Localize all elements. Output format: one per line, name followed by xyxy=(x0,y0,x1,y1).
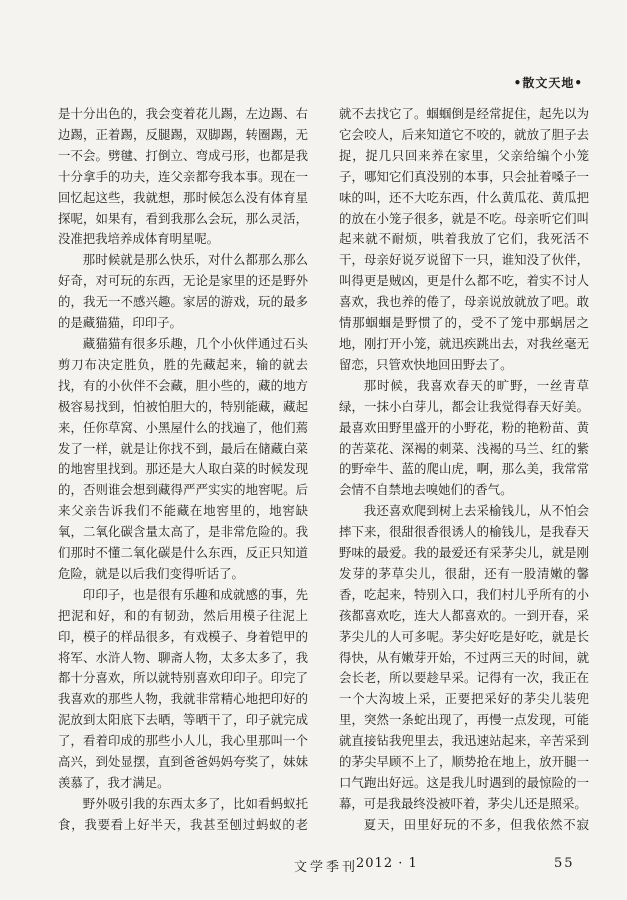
page-number: 55 xyxy=(554,856,575,871)
right-column xyxy=(339,104,589,834)
section-header: •散文天地• xyxy=(513,76,583,90)
paragraph: 就不去找它了。蝈蝈倒是经常捉住，起先以为它会咬人，后来知道它不咬的，就放了胆子去捉，捉几只回来养在家里，父亲给编个小笼子，哪知它们真没别的本事，只会扯着嗓子一味的叫，还不大吃东西，什么黄瓜花、黄瓜把的放在小笼子很多，就是不吃。母亲听它们叫起来就不耐烦，哄着我放了它们，我死活不干，母亲好说歹说留下一只，谁知没了伙伴，叫得更是贼凶，更是什么都不吃，着实不讨人喜欢，我也养的倦了，母亲说放就放了吧。敢情那蝈蝈是野惯了的，受不了笼中那蜗居之地，刚打开小笼，就迅疾跳出去，对我丝毫无留恋，只管欢快地回田野去了。 xyxy=(339,106,589,372)
page-footer xyxy=(0,856,627,876)
paragraph: 野外吸引我的东西太多了，比如看蚂蚁托食，我要看上好半天，我甚至刨过蚂蚁的老 xyxy=(58,795,308,832)
paragraph: 夏天，田里好玩的不多，但我依然不寂 xyxy=(363,816,589,832)
paragraph: 藏猫猫有很多乐趣，几个小伙伴通过石头剪刀布决定胜负，胜的先藏起来，输的就去找，有的小伙伴不会藏，胆小些的，藏的地方极容易找到，怕被怕胆大的，特别能藏，藏起来，任你草窝、小黑屋什么的找遍了，他们蔫发了一样，就是让你找不到，最后在储藏白菜的地窖里找到。那还是大人取白菜的时候发现的，否则谁会想到藏得严严实实的地窖呢。后来父亲告诉我们不能藏在地窖里的，地窖缺氧，二氧化碳含量太高了，是非常危险的。我们那时不懂二氧化碳是什么东西，反正只知道危险，就是以后我们变得听话了。 xyxy=(58,335,308,581)
paragraph: 是十分出色的，我会变着花儿踢，左边踢、右边踢，正着踢，反腿踢，双脚踢，转圈踢，无一不会。劈毽、打倒立、弯成弓形，也都是我十分拿手的功夫，连父亲都夸我本事。现在一回忆起这些，我就想，那时候怎么没有体育星探呢，如果有，看到我那么会玩，那么灵活，没准把我培养成体育明星呢。 xyxy=(58,106,308,247)
paragraph: 那时候，我喜欢春天的旷野，一丝青草绿，一抹小白芽儿，都会让我觉得春天好美。最喜欢田野里盛开的小野花，粉的艳粉苗、黄的苦菜花、深褐的刺菜、浅褐的马兰、红的紫的野牵牛、蓝的爬山虎，啊，那么美，我常常会情不自禁地去嗅她们的香气。 xyxy=(339,377,589,498)
paragraph: 印印子，也是很有乐趣和成就感的事，先把泥和好，和的有韧劲，然后用模子往泥上印，模子的样品很多，有戏模子、身着铠甲的将军、水浒人物、聊斋人物，太多太多了，我都十分喜欢，所以就特别喜欢印印子。印完了我喜欢的那些人物，我就非常精心地把印好的泥放到太阳底下去晒，等晒干了，印子就完成了，看着印成的那些小人儿，我心里那叫一个高兴，到处显摆，直到爸爸妈妈夸奖了，妹妹羡慕了，我才满足。 xyxy=(58,586,308,790)
paragraph: 我还喜欢爬到树上去采榆钱儿，从不怕会摔下来，很甜很香很诱人的榆钱儿，是我春天野味的最爱。我的最爱还有采茅尖儿，就是刚发芽的茅草尖儿，很甜，还有一股清嫩的馨香，吃起来，特别入口，我们村儿乎所有的小孩都喜欢吃，连大人都喜欢的。一到开春，采茅尖儿的人可多呢。茅尖好吃是好吃，就是长得快，从有嫩芽开始，不过两三天的时间，就会长老，所以要趁早采。记得有一次，我正在一个大沟坡上采，正要把采好的茅尖儿装兜里，突然一条蛇出现了，再慢一点发现，可能就直接钻我兜里去，我迅速站起来，辛苦采到的茅尖早顾不上了，顺势抢在地上，放开腿一口气跑出好远。这是我儿时遇到的最惊险的一幕，可是我最终没被吓着，茅尖儿还是照采。 xyxy=(339,503,589,811)
left-column xyxy=(58,104,308,834)
journal-title: 文学季刊 xyxy=(294,860,359,875)
paragraph: 那时候就是那么快乐，对什么都那么那么好奇，对可玩的东西，无论是家里的还是野外的，我无一不感兴趣。家居的游戏，玩的最多的是藏猫猫，印印子。 xyxy=(58,252,308,331)
issue-number: 2012 · 1 xyxy=(356,856,418,871)
